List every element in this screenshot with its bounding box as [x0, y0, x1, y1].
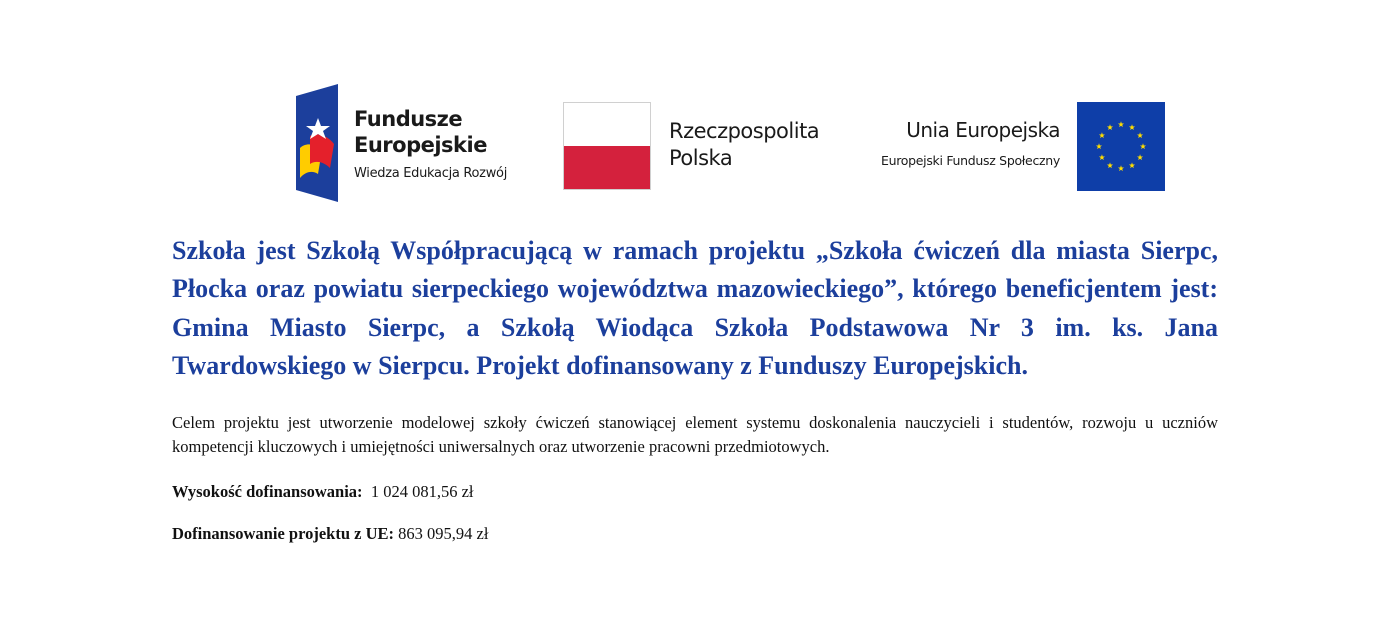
fe-name-line2: Europejskie	[354, 133, 487, 157]
eu-funding-value: 863 095,94 zł	[398, 523, 489, 543]
fundusze-europejskie-logo	[296, 84, 516, 204]
eu-star	[1129, 124, 1135, 130]
total-funding-value: 1 024 081,56 zł	[370, 481, 474, 501]
eu-star	[1140, 143, 1146, 149]
eu-star	[1107, 162, 1113, 168]
eu-stars-icon	[1077, 102, 1165, 191]
eu-star	[1137, 154, 1143, 160]
rp-name-line2: Polska	[669, 146, 733, 170]
eu-star	[1099, 132, 1105, 138]
eu-star	[1118, 165, 1124, 171]
eu-star	[1096, 143, 1102, 149]
eu-star	[1107, 124, 1113, 130]
eu-star	[1137, 132, 1143, 138]
eu-flag-icon	[1077, 102, 1165, 191]
total-funding-row	[172, 481, 1218, 503]
fundusze-europejskie-mark-icon	[296, 84, 338, 202]
rp-name-line1: Rzeczpospolita	[669, 119, 820, 143]
eu-title: Unia Europejska	[906, 118, 1060, 142]
eu-star	[1129, 162, 1135, 168]
unia-europejska-logo	[870, 102, 1170, 194]
fe-subtitle: Wiedza Edukacja Rozwój	[354, 166, 508, 181]
logo-bar	[0, 0, 1387, 210]
total-funding-label: Wysokość dofinansowania:	[172, 481, 363, 501]
eu-subtitle: Europejski Fundusz Społeczny	[881, 153, 1060, 168]
fe-name-line1: Fundusze	[354, 107, 463, 131]
main-content	[172, 232, 1218, 545]
rzeczpospolita-polska-logo	[563, 102, 833, 194]
polish-flag-icon	[563, 102, 651, 190]
eu-star	[1099, 154, 1105, 160]
eu-funding-label: Dofinansowanie projektu z UE:	[172, 523, 395, 543]
eu-star	[1118, 121, 1124, 127]
project-headline: Szkoła jest Szkołą Współpracującą w ramach projektu „Szkoła ćwiczeń dla miasta Sierpc, Płocka oraz powiatu sierpeckiego województwa mazowieckiego”, którego beneficjentem jest: Gmina Miasto Sierpc, a Szkołą Wiodąca Szkoła Podstawowa Nr 3 im. ks. Jana Twardowskiego w Sierpcu. Projekt dofinansowany z Funduszy Europejskich.	[172, 236, 1218, 381]
eu-funding-row	[172, 523, 1218, 545]
project-description: Celem projektu jest utworzenie modelowej szkoły ćwiczeń stanowiącej element systemu doskonalenia nauczycieli i studentów, rozwoju u uczniów kompetencji kluczowych i umiejętności uniwersalnych oraz utworzenie pracowni przedmiotowych.	[172, 412, 1218, 456]
